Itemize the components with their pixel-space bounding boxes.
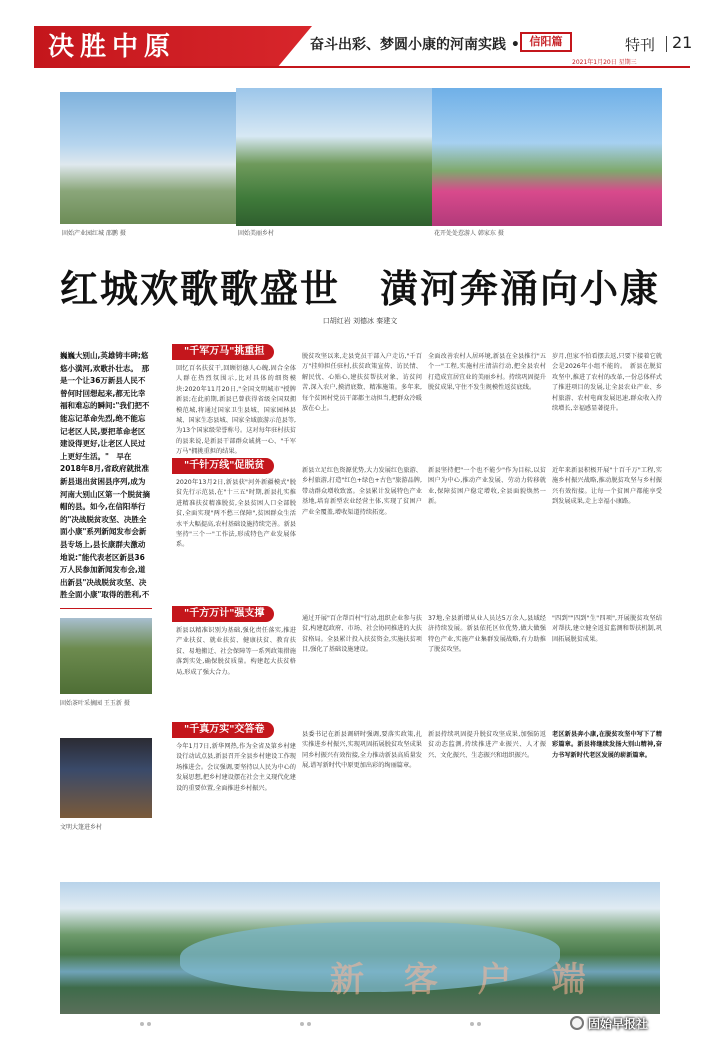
section-2-text-c: 新县坚持把"一个也不能少"作为目标,以贫困户为中心,推动产业发展、劳动力转移就业,保障贫困户稳定增收,全县面貌焕然一新。	[428, 467, 546, 506]
lead-paragraph: 巍巍大别山,英雄铸丰碑;悠悠小潢河,欢歌扑壮志。 那是一个让36万新县人民不曾何时回想起来,都无比幸福和难忘的瞬间:"我们把不能忘记革命先烈,绝不能忘记老区人民,要把革命老区建设得更好,让老区人民过上更好生活。" 早在2018年8月,省政府就批准新县退出贫困县序列,成为河南大别山区第一个脱贫摘帽的县。如今,在信阳举行的"决战脱贫攻坚、决胜全面小康"系列新闻发布会新县专场上,县长康群夫激动地说:"能代表老区新县36万人民参加新闻发布会,道出新县"决战脱贫攻坚、决胜全面小康"取得的胜利,不	[60, 351, 150, 600]
issue-date: 2021年1月20日 星期三	[572, 59, 637, 66]
photo-caption: 文明大篷进乡村	[60, 824, 103, 831]
masthead-divider	[666, 36, 667, 52]
section-4-text-d: 老区新县奔小康,在脱贫攻坚中写下了精彩篇章。新县将继续发扬大别山精神,奋力书写新时代老区发展的崭新篇章。	[552, 731, 662, 759]
photo-village-landscape	[236, 88, 452, 226]
masthead-slogan: 奋斗出彩、梦圆小康的河南实践 •	[310, 37, 520, 53]
section-2-text-a: 2020年13月2日,新县获"河外新疆模式"脱贫先行示范县,在"十三五"时期,新县扎实推进精准扶贫精准脱贫,全县贫困人口全部脱贫,全面实现"两不愁三保障",贫困群众生活水平大幅提高,农村基础设施持续完善。新县坚持"三个一"工作法,形成特色产业发展体系。	[176, 479, 296, 549]
photo-culture-tent	[60, 738, 152, 818]
account-watermark	[570, 1012, 700, 1034]
pager-dots-right	[470, 1022, 481, 1026]
photo-caption: 固始茶叶采摘园 王玉新 摄	[60, 700, 130, 707]
section-1-text-c: 全面改善农村人居环境,新县在全县推行"五个一"工程,实施村庄清洁行动,把全县农村打造成宜居宜业的美丽乡村。持续巩固提升脱贫成果,守住不发生规模性返贫底线。	[428, 353, 546, 392]
section-2-text-b: 新县立足红色资源优势,大力发展红色旅游、乡村旅游,打造"红色+绿色+古色"旅游品牌,带动群众增收致富。全县累计发展特色产业基地,培育新型农业经营主体,实现了贫困户产业全覆盖,增收渠道持续拓宽。	[302, 467, 422, 516]
photo-caption: 花开处处惹游人 韩家东 摄	[434, 230, 504, 237]
section-4-text-c: 新县持续巩固提升脱贫攻坚成果,加强防返贫动态监测,持续推进产业振兴、人才振兴、文化振兴、生态振兴和组织振兴。	[428, 731, 546, 759]
section-header-1: "千军万马"挑重担	[178, 344, 274, 360]
page-number: 21	[672, 33, 693, 52]
pager-dots-mid	[300, 1022, 311, 1026]
section-header-2: "千针万线"促脱贫	[178, 458, 274, 474]
masthead-title: 决胜中原	[48, 32, 177, 62]
account-logo-icon	[570, 1016, 584, 1030]
section-3-text-c: 37地,全县新增从业人员达5万余人,县域经济持续发展。新县依托区位优势,做大做强特色产业,实施产业集群发展战略,有力助推了脱贫攻坚。	[428, 615, 546, 654]
masthead-rule	[34, 66, 690, 68]
masthead	[0, 0, 720, 66]
photo-industrial-park	[60, 92, 238, 224]
section-header-4: "千真万实"交答卷	[178, 722, 274, 738]
byline: 口胡红岩 刘德冰 秦建文	[322, 317, 398, 325]
account-name: 固始早报社	[588, 1016, 649, 1031]
masthead-logo: 信阳篇	[520, 32, 572, 52]
headline: 红城欢歌歌盛世 潢河奔涌向小康	[60, 266, 661, 311]
photo-caption: 固始美丽乡村	[238, 230, 275, 237]
section-1-text-d: 岁月,但家不怕看摆去返,只要下接着它就会是2026年小组不能的。 新县在脱贫攻坚中,推进了农村的改革,一份总体样式了推进项目的发展,让全县农业产业、乡村旅游、农村电商发展迅速,群众收入持续增长,幸福感显著提升。	[552, 353, 662, 413]
section-4-text-b: 县委书记在新县调研时强调,要落实政策,扎实推进乡村振兴,实现巩固拓展脱贫攻坚成果同乡村振兴有效衔接,全力推动新县高质量发展,谱写新时代中原更加出彩的绚丽篇章。	[302, 731, 422, 770]
section-3-text-d: "四到""四到"生"四项",开展脱贫攻坚结对帮扶,建立健全返贫监测和帮扶机制,巩固拓展脱贫成果。	[552, 615, 662, 643]
pager-dots-left	[140, 1022, 151, 1026]
photo-tea-picking	[60, 618, 152, 694]
section-1-text-b: 脱贫攻坚以来,走县党员干部入户走访,"千百万"挂帅担任驻村,扶贫政策宣传、访民情、解民忧、心贴心,建扶贫帮扶对象、访贫问苦,深入农户,摸清底数、精准施策。多年来,每个贫困村党员干部都主动担当,把群众冷暖放在心上。	[302, 353, 422, 413]
column-rule	[60, 608, 152, 609]
section-3-text-a: 新县以精准识别为基础,强化责任落实,推进产业扶贫、就业扶贫、健康扶贫、教育扶贫、易地搬迁、社会保障等一系列政策措施落到实处,确保脱贫质量。构建起大扶贫格局,形成了强大合力。	[176, 627, 296, 676]
section-2-text-d: 近年来新县积极开展"十百千万"工程,实施乡村振兴战略,推动脱贫攻坚与乡村振兴有效衔接。让每一个贫困户都能享受到发展成果,走上幸福小康路。	[552, 467, 662, 506]
photo-caption: 固始产业园红城 邵鹏 摄	[62, 230, 126, 237]
photo-flower-field	[432, 88, 662, 226]
special-label: 特刊	[625, 36, 656, 54]
watermark: 新 客 户 端	[330, 960, 600, 1000]
section-header-3: "千方万计"强支撑	[178, 606, 274, 622]
section-3-text-b: 通过开展"百企帮百村"行动,组织企业参与扶贫,构建起政府、市场、社会协同推进的大扶贫格局。全县累计投入扶贫资金,实施扶贫项目,强化了基础设施建设。	[302, 615, 422, 654]
section-1-text-a: 回忆百名扶贫干,回顾衍德人心魄,固合全体人群在热烈氛围示,比对具体的细资模块:2020年11月20日,"全国文明城市"授牌新县;在此前期,新县已曾获得省级全国双拥模范城,将通过国家卫生县城、国家园林县城、国家生态县城、国家全域旅游示范县等,为13个国家级荣誉称号。这对每年驻村扶贫的县来说,是新县干部群众诚挑一心、"千军万马"拥挑重担的结果。	[176, 365, 296, 456]
section-4-text-a: 今年1月7日,新华网热,作为全省及第乡村建设行动试点县,新县召开全县乡村建设工作现场推进会。会议强调,要坚持以人民为中心的发展思想,把乡村建设摆在社会主义现代化建设的重要位置,全面推进乡村振兴。	[176, 743, 296, 792]
